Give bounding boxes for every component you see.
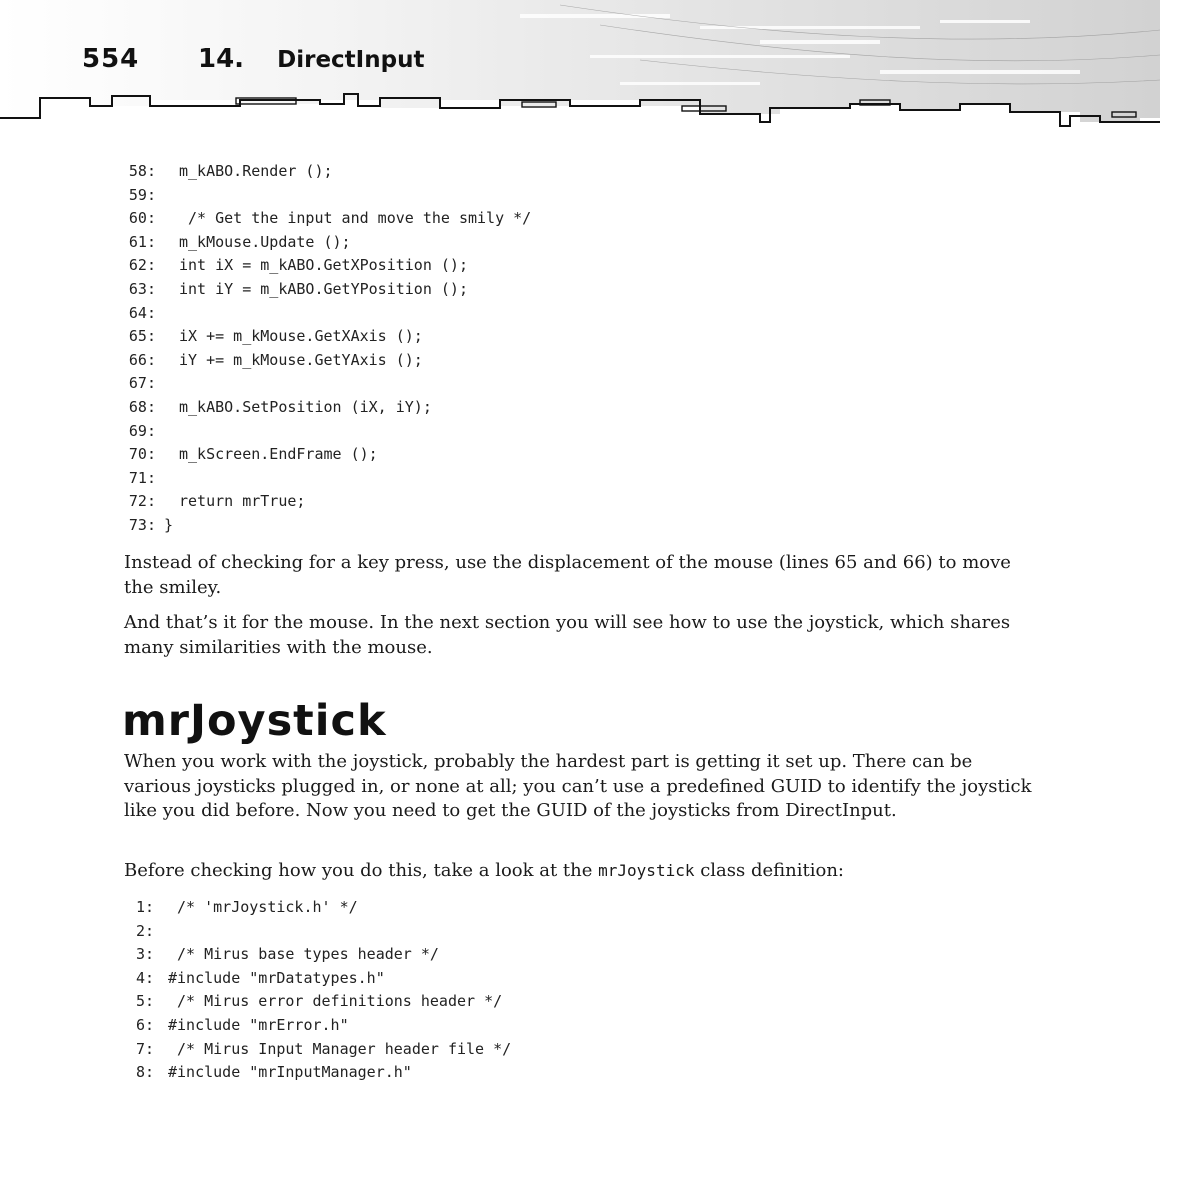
line-number: 65: [128,327,156,346]
code-text: int iY = m_kABO.GetYPosition (); [179,279,468,298]
code-listing-2 [124,896,511,1085]
code-line [124,160,531,184]
chapter-number: 14. [198,44,245,74]
line-number: 68: [128,397,156,416]
code-text: m_kABO.SetPosition (iX, iY); [179,397,432,416]
page-header [0,0,1200,140]
code-line [124,349,531,373]
code-text: /* Mirus base types header */ [168,945,439,964]
code-text: m_kScreen.EndFrame (); [179,445,378,464]
line-number: 1: [135,898,154,916]
line-number: 63: [128,279,156,298]
line-number: 5: [135,992,154,1011]
line-number: 73: [128,515,156,534]
line-number: 69: [128,421,156,440]
line-number: 70: [128,445,156,464]
header-skyline-art [0,0,1200,140]
code-text: iY += m_kMouse.GetYAxis (); [179,350,423,369]
code-text: #include "mrError.h" [168,1015,349,1034]
line-number: 58: [128,162,156,180]
code-line [124,302,531,326]
code-text: return mrTrue; [179,492,306,511]
code-line [124,278,531,302]
code-text: iX += m_kMouse.GetXAxis (); [179,327,423,346]
code-text: m_kABO.Render (); [179,162,333,180]
code-text: /* Mirus error definitions header */ [168,992,503,1011]
line-number: 8: [135,1063,154,1082]
code-text: #include "mrDatatypes.h" [168,968,385,987]
code-line [124,967,511,991]
code-line [124,1061,511,1085]
code-line [124,184,531,208]
paragraph-mouse-displacement: Instead of checking for a key press, use the displacement of the mouse (lines 65 and 66) to move the smiley. [124,552,1011,598]
code-line [124,896,511,920]
line-number: 6: [135,1015,154,1034]
code-line [124,254,531,278]
line-number: 66: [128,350,156,369]
line-number: 71: [128,468,156,487]
line-number: 67: [128,374,156,393]
text-run: class definition: [694,860,844,881]
page-number: 554 [82,44,140,74]
code-text: } [164,515,174,534]
code-text: /* Get the input and move the smily */ [179,209,532,228]
chapter-name: DirectInput [277,47,425,73]
section-heading: mrJoystick [122,696,387,746]
code-line [124,943,511,967]
code-line [124,920,511,944]
code-text: /* Mirus Input Manager header file */ [168,1039,512,1058]
code-line [124,1038,511,1062]
code-line [124,207,531,231]
code-text: m_kMouse.Update (); [179,232,351,251]
code-listing-1 [124,160,531,538]
code-line [124,420,531,444]
code-line [124,396,531,420]
code-line [124,1014,511,1038]
line-number: 61: [128,232,156,251]
code-line [124,443,531,467]
line-number: 3: [135,945,154,964]
line-number: 59: [128,185,156,204]
code-text: #include "mrInputManager.h" [168,1063,412,1082]
text-run: Before checking how you do this, take a look at the [124,860,599,881]
inline-code: mrJoystick [598,861,695,880]
code-text: /* 'mrJoystick.h' */ [168,898,358,916]
line-number: 62: [128,256,156,275]
line-number: 7: [135,1039,154,1058]
line-number: 2: [135,921,154,940]
code-line [124,514,531,538]
line-number: 72: [128,492,156,511]
paragraph-class-definition [124,859,1044,884]
code-line [124,325,531,349]
code-text: int iX = m_kABO.GetXPosition (); [179,256,468,275]
code-line [124,372,531,396]
paragraph-joystick-intro: When you work with the joystick, probably the hardest part is getting it set up. There can be various joysticks plugged in, or none at all; you can’t use a predefined GUID to identify the joystick like you did before. Now you need to get the GUID of the joysticks from DirectInput. [124,751,1032,821]
code-line [124,467,531,491]
code-line [124,490,531,514]
line-number: 60: [128,209,156,228]
chapter-title [198,44,424,74]
line-number: 64: [128,303,156,322]
code-line [124,990,511,1014]
paragraph-mouse-summary: And that’s it for the mouse. In the next section you will see how to use the joystick, which shares many similarities with the mouse. [124,612,1011,658]
line-number: 4: [135,968,154,987]
code-line [124,231,531,255]
